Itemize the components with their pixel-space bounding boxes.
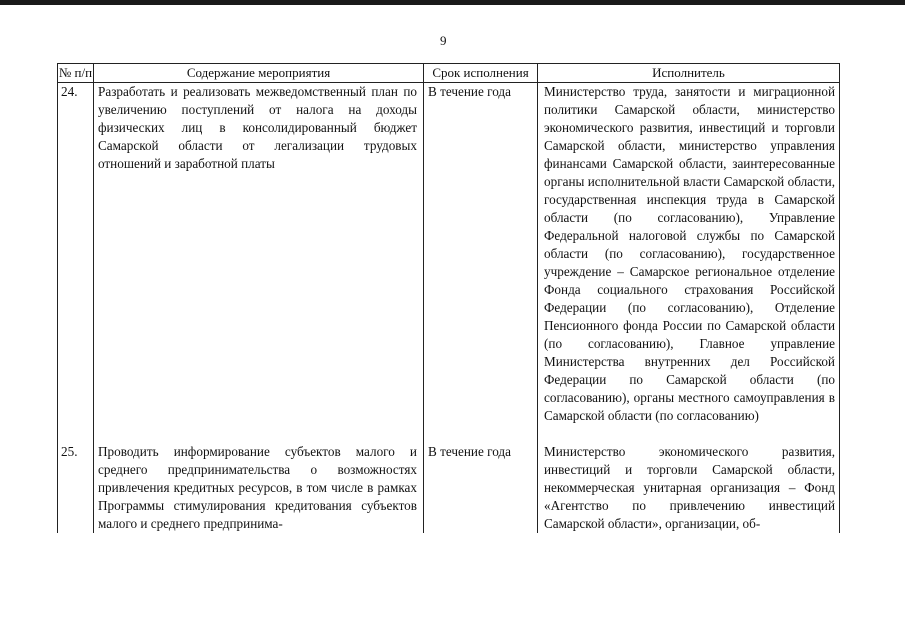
row-num: 24. xyxy=(58,83,94,426)
header-content: Содержание мероприятия xyxy=(94,64,424,83)
header-executor: Исполнитель xyxy=(538,64,840,83)
table-row xyxy=(58,83,840,426)
row-term: В течение года xyxy=(424,425,538,533)
header-num: № п/п xyxy=(58,64,94,83)
events-table xyxy=(57,63,840,533)
page-number: 9 xyxy=(440,33,447,48)
table-header-row xyxy=(58,64,840,83)
row-content: Проводить информирование субъектов малого и среднего предпринимательства о возможностях привлечения кредитных ресурсов, в том числе в рамках Программы стимулирования кредитования субъектов малого и среднего предпринима- xyxy=(94,425,424,533)
row-content: Разработать и реализовать межведомственный план по увеличению поступлений от налога на доходы физических лиц в консолидированный бюджет Самарской области от легализации трудовых отношений и заработной платы xyxy=(94,83,424,426)
row-num: 25. xyxy=(58,425,94,533)
table-row xyxy=(58,425,840,533)
row-executor: Министерство труда, занятости и миграционной политики Самарской области, министерство экономического развития, инвестиций и торговли Самарской области, министерство управления финансами Самарской области, заинтересованные органы исполнительной власти Самарской области, государственная инспекция труда в Самарской области (по согласованию), Управление Федеральной налоговой службы по Самарской области (по согласованию), государственное учреждение – Самарское региональное отделение Фонда социального страхования Российской Федерации (по согласованию), Отделение Пенсионного фонда России по Самарской области (по согласованию), Главное управление Министерства внутренних дел Российской Федерации по Самарской области (по согласованию), органы местного самоуправления в Самарской области (по согласованию) xyxy=(538,83,840,426)
row-term: В течение года xyxy=(424,83,538,426)
top-border-line xyxy=(0,0,905,5)
row-executor: Министерство экономического развития, инвестиций и торговли Самарской области, некоммерческая унитарная организация – Фонд «Агентство по привлечению инвестиций Самарской области», организации, об- xyxy=(538,425,840,533)
header-term: Срок исполнения xyxy=(424,64,538,83)
